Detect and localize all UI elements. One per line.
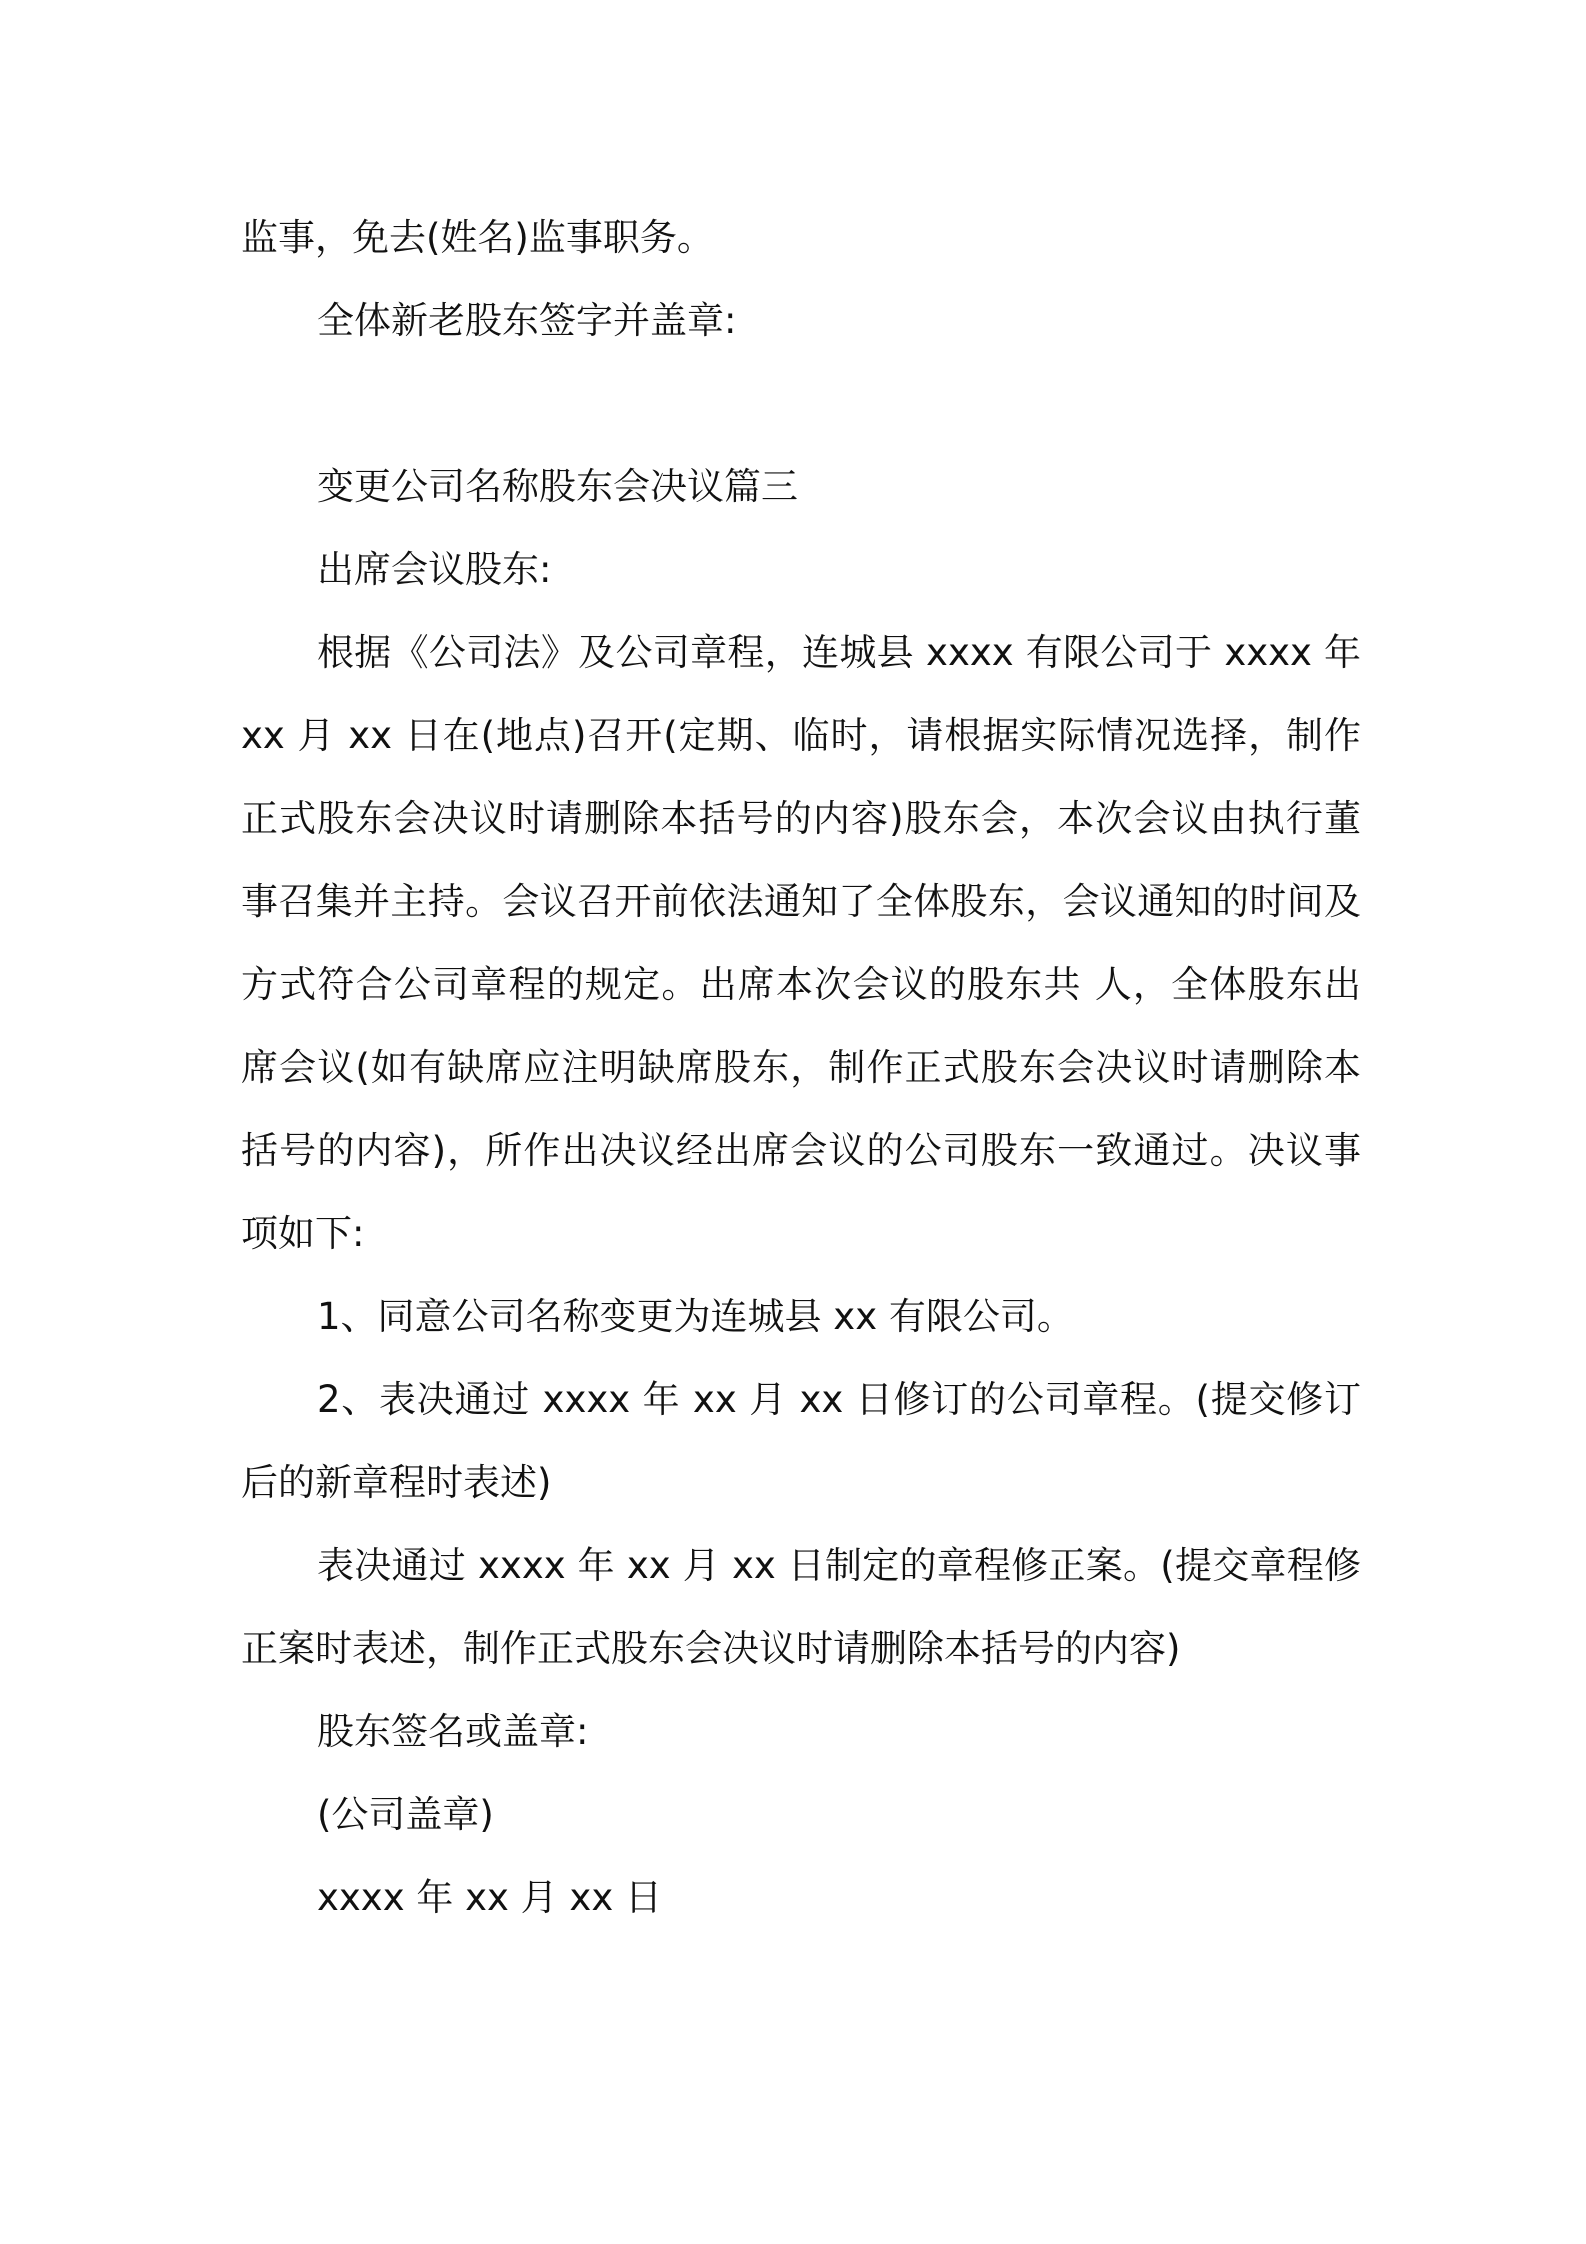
paragraph-attending-shareholders: 出席会议股东: xyxy=(317,548,552,591)
resolution-item-2: 2、表决通过 xxxx 年 xx 月 xx 日修订的公司章程。(提交修订后的新章程时表述) xyxy=(241,1378,1361,1504)
document-body xyxy=(241,196,1361,1939)
shareholder-signature-line: 股东签名或盖章: xyxy=(317,1710,589,1753)
section-title: 变更公司名称股东会决议篇三 xyxy=(317,465,798,508)
paragraph-meeting-description: 根据《公司法》及公司章程，连城县 xxxx 有限公司于 xxxx 年 xx 月 xx 日在(地点)召开(定期、临时，请根据实际情况选择，制作正式股东会决议时请删除本括号的内容)股东会，本次会议由执行董事召集并主持。会议召开前依法通知了全体股东，会议通知的时间及方式符合公司章程的规定。出席本次会议的股东共 人，全体股东出席会议(如有缺席应注明缺席股东，制作正式股东会决议时请删除本括号的内容)，所作出决议经出席会议的公司股东一致通过。决议事项如下: xyxy=(241,631,1361,1255)
resolution-amendment: 表决通过 xxxx 年 xx 月 xx 日制定的章程修正案。(提交章程修正案时表述，制作正式股东会决议时请删除本括号的内容) xyxy=(241,1544,1361,1670)
paragraph-supervisor: 监事，免去(姓名)监事职务。 xyxy=(241,216,714,259)
date-line: xxxx 年 xx 月 xx 日 xyxy=(317,1876,662,1919)
blank-line xyxy=(241,362,1361,445)
resolution-item-1: 1、同意公司名称变更为连城县 xx 有限公司。 xyxy=(317,1295,1074,1338)
company-seal-line: (公司盖章) xyxy=(317,1793,494,1836)
paragraph-shareholder-signature: 全体新老股东签字并盖章: xyxy=(317,299,737,342)
